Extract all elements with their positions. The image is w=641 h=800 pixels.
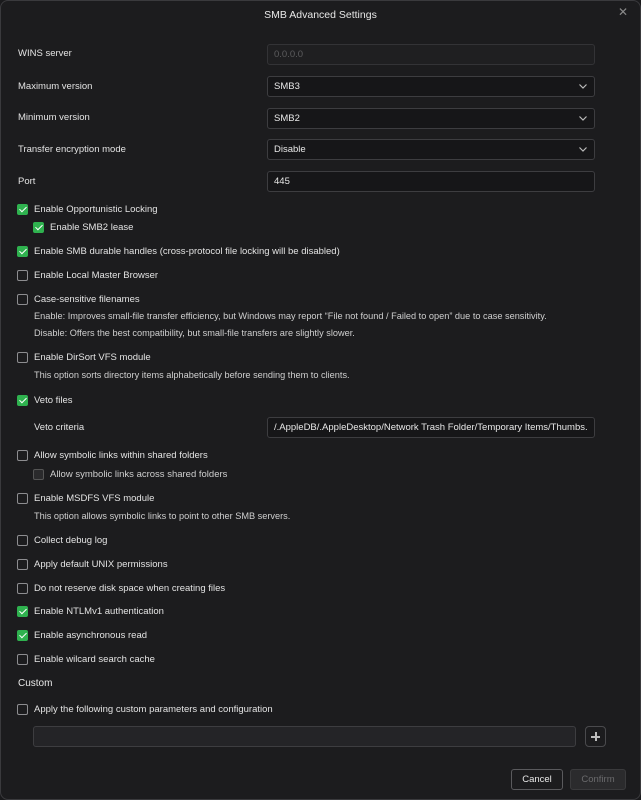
port-input[interactable]	[267, 171, 595, 192]
chevron-down-icon	[578, 112, 588, 124]
durable-handles-option[interactable]	[17, 244, 340, 258]
wildcard-cache-option[interactable]	[17, 652, 155, 666]
case-sensitive-disable-desc: Disable: Offers the best compatibility, but small-file transfers are slightly slower.	[34, 328, 355, 338]
ntlmv1-option[interactable]	[17, 604, 164, 618]
case-sensitive-enable-desc: Enable: Improves small-file transfer efficiency, but Windows may report “File not found / Failed to open” due to case sensitivity.	[34, 311, 547, 321]
minimum-version-label: Minimum version	[18, 112, 90, 123]
custom-params-checkbox[interactable]	[17, 704, 28, 715]
confirm-button[interactable]: Confirm	[570, 769, 626, 790]
dirsort-option[interactable]	[17, 350, 151, 364]
close-icon[interactable]: ✕	[617, 5, 629, 19]
maximum-version-select[interactable]	[267, 76, 595, 97]
msdfs-checkbox[interactable]	[17, 493, 28, 504]
unix-permissions-option[interactable]	[17, 557, 168, 571]
ntlmv1-checkbox[interactable]	[17, 606, 28, 617]
symlinks-within-checkbox[interactable]	[17, 450, 28, 461]
symlinks-within-label: Allow symbolic links within shared folders	[34, 449, 208, 461]
custom-params-option[interactable]	[17, 702, 273, 716]
wildcard-cache-checkbox[interactable]	[17, 654, 28, 665]
debug-log-label: Collect debug log	[34, 534, 108, 546]
encryption-mode-select[interactable]	[267, 139, 595, 160]
cancel-button[interactable]: Cancel	[511, 769, 563, 790]
durable-handles-label: Enable SMB durable handles (cross-protocol file locking will be disabled)	[34, 245, 340, 257]
encryption-mode-value: Disable	[274, 144, 306, 155]
oplock-option[interactable]	[17, 202, 158, 216]
unix-permissions-label: Apply default UNIX permissions	[34, 558, 168, 570]
debug-log-option[interactable]	[17, 533, 107, 547]
oplock-checkbox[interactable]	[17, 204, 28, 215]
reserve-disk-checkbox[interactable]	[17, 583, 28, 594]
reserve-disk-option[interactable]	[17, 581, 225, 595]
local-master-browser-option[interactable]	[17, 268, 158, 282]
veto-criteria-input[interactable]	[267, 417, 595, 438]
case-sensitive-checkbox[interactable]	[17, 294, 28, 305]
veto-files-label: Veto files	[34, 394, 73, 406]
symlinks-across-option	[33, 467, 227, 481]
smb2-lease-label: Enable SMB2 lease	[50, 221, 134, 233]
dirsort-checkbox[interactable]	[17, 352, 28, 363]
add-parameter-button[interactable]	[585, 726, 606, 747]
custom-parameter-input[interactable]	[33, 726, 576, 747]
async-read-option[interactable]	[17, 628, 147, 642]
wildcard-cache-label: Enable wilcard search cache	[34, 653, 155, 665]
encryption-mode-label: Transfer encryption mode	[18, 144, 126, 155]
smb2-lease-checkbox[interactable]	[33, 222, 44, 233]
local-master-browser-checkbox[interactable]	[17, 270, 28, 281]
debug-log-checkbox[interactable]	[17, 535, 28, 546]
dirsort-label: Enable DirSort VFS module	[34, 351, 151, 363]
local-master-browser-label: Enable Local Master Browser	[34, 269, 159, 281]
ntlmv1-label: Enable NTLMv1 authentication	[34, 605, 164, 617]
veto-files-checkbox[interactable]	[17, 395, 28, 406]
custom-params-label: Apply the following custom parameters and configuration	[34, 703, 273, 715]
case-sensitive-option[interactable]	[17, 292, 140, 306]
veto-files-option[interactable]	[17, 393, 73, 407]
chevron-down-icon	[578, 143, 588, 155]
maximum-version-label: Maximum version	[18, 81, 93, 92]
minimum-version-value: SMB2	[274, 113, 300, 124]
custom-section-title: Custom	[18, 678, 53, 689]
maximum-version-value: SMB3	[274, 81, 300, 92]
reserve-disk-label: Do not reserve disk space when creating files	[34, 582, 226, 594]
msdfs-label: Enable MSDFS VFS module	[34, 492, 155, 504]
async-read-checkbox[interactable]	[17, 630, 28, 641]
msdfs-desc: This option allows symbolic links to point to other SMB servers.	[34, 511, 291, 521]
case-sensitive-label: Case-sensitive filenames	[34, 293, 140, 305]
symlinks-within-option[interactable]	[17, 448, 208, 462]
wins-server-input[interactable]	[267, 44, 595, 65]
dialog-title: SMB Advanced Settings	[264, 9, 377, 21]
async-read-label: Enable asynchronous read	[34, 629, 148, 641]
dirsort-desc: This option sorts directory items alphabetically before sending them to clients.	[34, 370, 350, 380]
unix-permissions-checkbox[interactable]	[17, 559, 28, 570]
symlinks-across-checkbox	[33, 469, 44, 480]
durable-handles-checkbox[interactable]	[17, 246, 28, 257]
wins-server-label: WINS server	[18, 48, 72, 59]
msdfs-option[interactable]	[17, 491, 154, 505]
oplock-label: Enable Opportunistic Locking	[34, 203, 158, 215]
smb2-lease-option[interactable]	[33, 220, 133, 234]
chevron-down-icon	[578, 80, 588, 92]
symlinks-across-label: Allow symbolic links across shared folders	[50, 468, 228, 480]
port-label: Port	[18, 176, 36, 187]
minimum-version-select[interactable]	[267, 108, 595, 129]
veto-criteria-label: Veto criteria	[34, 422, 85, 433]
